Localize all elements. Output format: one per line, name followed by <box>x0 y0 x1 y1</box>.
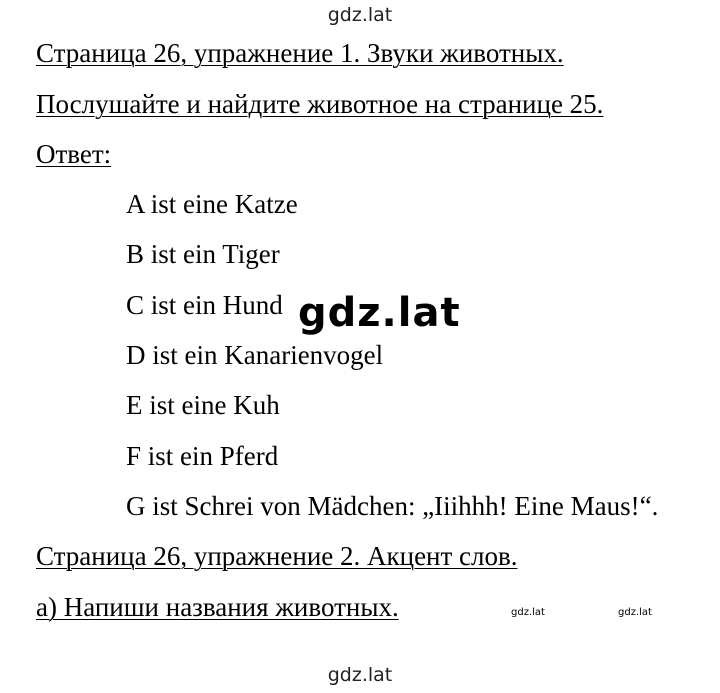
answer-item: E ist eine Kuh <box>126 390 280 420</box>
watermark-small: gdz.lat <box>511 607 545 618</box>
watermark-small: gdz.lat <box>618 607 652 618</box>
answer-item: A ist eine Katze <box>126 189 298 219</box>
exercise-2-task-a: а) Напиши названия животных. <box>36 592 399 622</box>
exercise-1-title: Страница 26, упражнение 1. Звуки животных. <box>36 38 564 68</box>
answer-item: B ist ein Tiger <box>126 239 280 269</box>
answer-item: C ist ein Hund <box>126 290 283 320</box>
watermark-bottom: gdz.lat <box>327 664 393 686</box>
answer-item: G ist Schrei von Mädchen: „Iiihhh! Eine Maus!“. <box>126 491 659 521</box>
exercise-2-title: Страница 26, упражнение 2. Акцент слов. <box>36 541 518 571</box>
answer-label: Ответ: <box>36 139 112 169</box>
exercise-1-instruction: Послушайте и найдите животное на странице 25. <box>36 89 604 119</box>
watermark-top: gdz.lat <box>327 4 393 26</box>
answer-item: D ist ein Kanarienvogel <box>126 340 384 370</box>
watermark-center: gdz.lat <box>298 290 461 336</box>
answer-item: F ist ein Pferd <box>126 441 279 471</box>
